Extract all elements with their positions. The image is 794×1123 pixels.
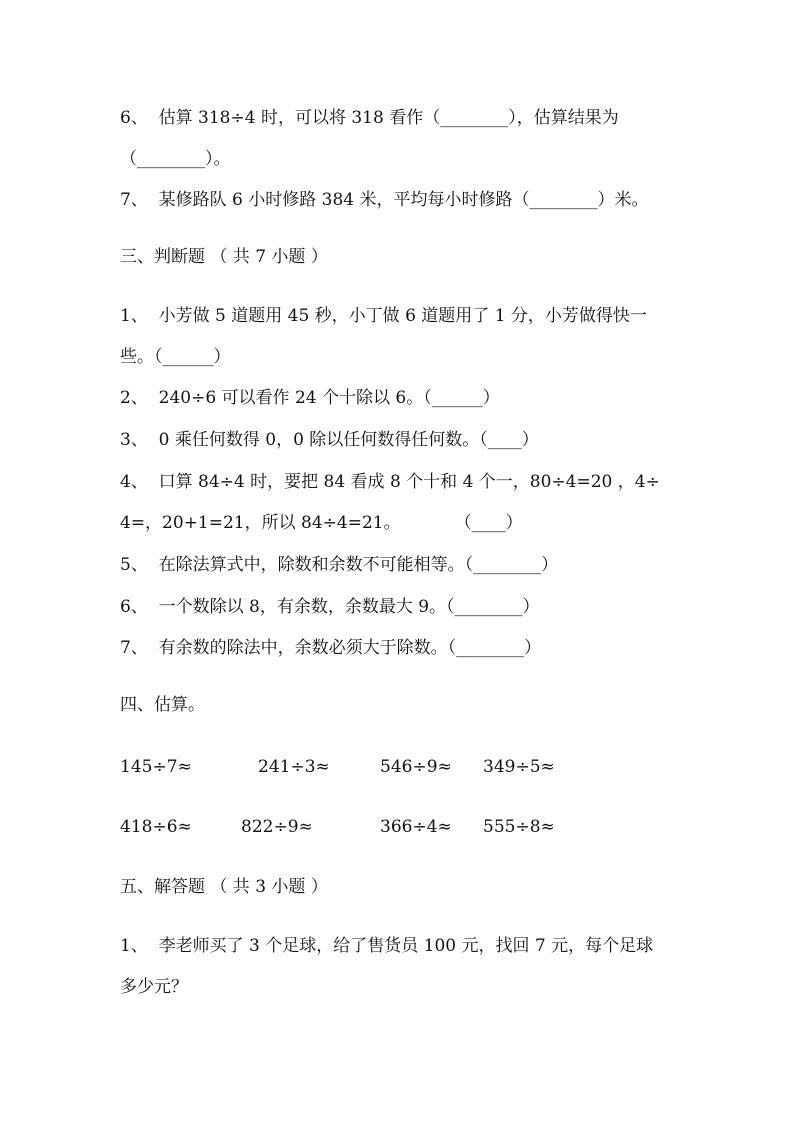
estimation-item: 418÷6≈: [120, 817, 192, 837]
section-title-estimation: 四、估算。: [120, 695, 205, 715]
word-problem-1-line-1: 1、 李老师买了 3 个足球，给了售货员 100 元，找回 7 元，每个足球: [120, 936, 654, 956]
estimation-item: 241÷3≈: [258, 757, 330, 777]
estimation-item: 366÷4≈: [380, 817, 452, 837]
estimation-item: 822÷9≈: [241, 817, 313, 837]
section-title-judgement: 三、判断题 （ 共 7 小题 ）: [120, 247, 328, 267]
question-7: 7、 某修路队 6 小时修路 384 米，平均每小时修路（________）米。: [120, 190, 649, 210]
judgement-question-3: 3、 0 乘任何数得 0，0 除以任何数得任何数。（____）: [120, 430, 539, 450]
estimation-item: 145÷7≈: [120, 757, 192, 777]
word-problem-1-line-2: 多少元？: [120, 977, 188, 997]
judgement-question-7: 7、 有余数的除法中，余数必须大于除数。（________）: [120, 638, 542, 658]
judgement-question-6: 6、 一个数除以 8，有余数，余数最大 9。（________）: [120, 597, 540, 617]
question-6-line-2: （________）。: [120, 149, 231, 169]
judgement-question-4-line-1: 4、 口算 84÷4 时，要把 84 看成 8 个十和 4 个一，80÷4=20 ，4÷: [120, 472, 660, 492]
question-6-line-1: 6、 估算 318÷4 时，可以将 318 看作（________），估算结果为: [120, 108, 619, 128]
estimation-item: 555÷8≈: [483, 817, 555, 837]
judgement-question-1-line-1: 1、 小芳做 5 道题用 45 秒，小丁做 6 道题用了 1 分，小芳做得快一: [120, 306, 647, 326]
judgement-question-5: 5、 在除法算式中，除数和余数不可能相等。（________）: [120, 555, 559, 575]
judgement-question-1-line-2: 些。（______）: [120, 347, 231, 367]
section-title-word-problems: 五、解答题 （ 共 3 小题 ）: [120, 877, 328, 897]
judgement-question-4-line-2: 4=，20+1=21，所以 84÷4=21。 （____）: [120, 513, 523, 533]
judgement-question-2: 2、 240÷6 可以看作 24 个十除以 6。（______）: [120, 388, 500, 408]
estimation-item: 349÷5≈: [483, 757, 555, 777]
estimation-item: 546÷9≈: [380, 757, 452, 777]
